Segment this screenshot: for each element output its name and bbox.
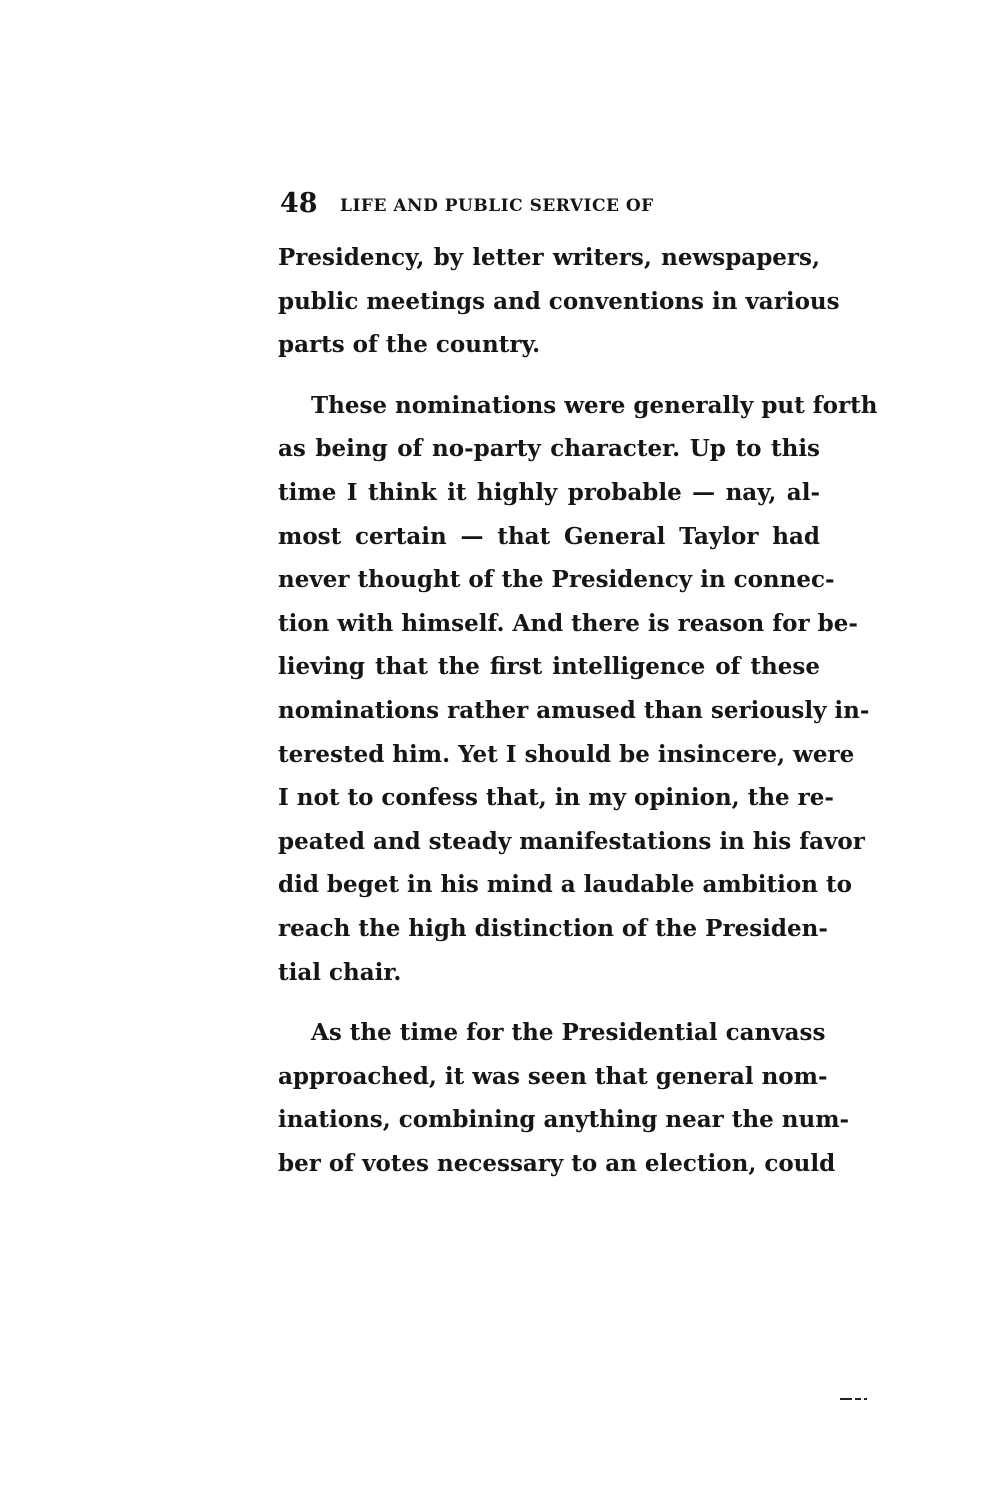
text-line: Presidency, by letter writers, newspapers, (278, 244, 820, 271)
text-line: never thought of the Presidency in connec- (278, 566, 835, 594)
text-line: As the time for the Presidential canvass (311, 1019, 826, 1047)
text-line: terested him. Yet I should be insincere, were (278, 740, 855, 768)
text-line: inations, combining anything near the num- (278, 1106, 850, 1134)
text-line: ber of votes necessary to an election, could (278, 1149, 836, 1177)
page-header (280, 188, 820, 228)
text-line: parts of the country. (278, 331, 541, 359)
text-line: tial chair. (278, 958, 402, 986)
paragraph-3 (278, 1011, 850, 1185)
text-line: most certain — that General Taylor had (278, 522, 820, 550)
running-head: LIFE AND PUBLIC SERVICE OF (340, 196, 654, 216)
text-line: approached, it was seen that general nom- (278, 1062, 828, 1090)
text-line: reach the high distinction of the Presiden- (278, 914, 828, 942)
text-line: time I think it highly probable — nay, al- (278, 478, 820, 506)
text-line: peated and steady manifestations in his favor (278, 827, 865, 855)
text-line: as being of no-party character. Up to this (278, 435, 820, 463)
text-line: lieving that the first intelligence of these (278, 653, 820, 681)
text-line: did beget in his mind a laudable ambition to (278, 871, 852, 899)
text-line: nominations rather amused than seriously in- (278, 696, 870, 724)
paragraph-1 (278, 236, 840, 367)
paragraph-2 (278, 384, 878, 994)
printer-mark (840, 1396, 870, 1402)
text-line: I not to confess that, in my opinion, the re- (278, 784, 834, 812)
page-number: 48 (280, 188, 318, 219)
text-line: These nominations were generally put forth (311, 391, 878, 419)
text-line: tion with himself. And there is reason for be- (278, 609, 858, 637)
body-text (278, 236, 878, 1202)
text-line: public meetings and conventions in various (278, 287, 840, 315)
